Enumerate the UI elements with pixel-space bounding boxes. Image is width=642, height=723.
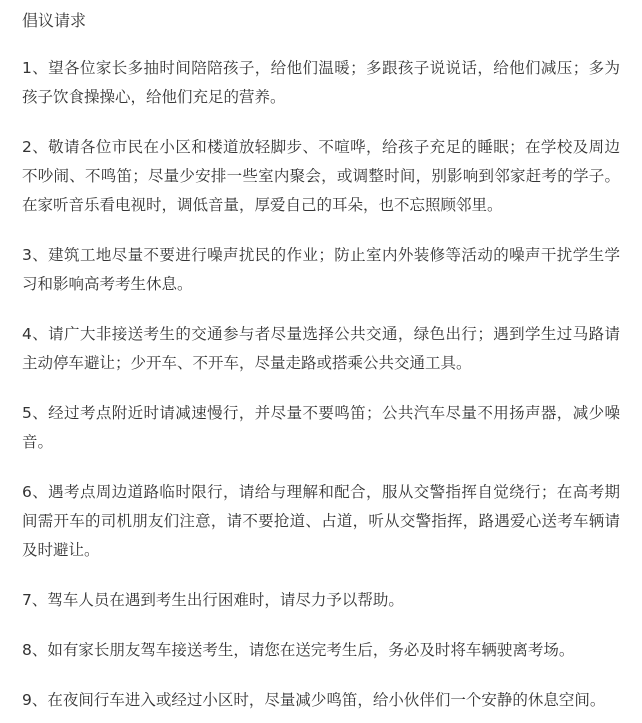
paragraph-4: 4、请广大非接送考生的交通参与者尽量选择公共交通，绿色出行；遇到学生过马路请主动停车避让；少开车、不开车，尽量走路或搭乘公共交通工具。 bbox=[22, 325, 620, 372]
paragraph-7: 7、驾车人员在遇到考生出行困难时，请尽力予以帮助。 bbox=[22, 591, 404, 609]
paragraph-3: 3、建筑工地尽量不要进行噪声扰民的作业；防止室内外装修等活动的噪声干扰学生学习和影响高考考生休息。 bbox=[22, 246, 620, 293]
paragraph-5: 5、经过考点附近时请减速慢行，并尽量不要鸣笛；公共汽车尽量不用扬声器，减少噪音。 bbox=[22, 404, 620, 451]
paragraph-2: 2、敬请各位市民在小区和楼道放轻脚步、不喧哗，给孩子充足的睡眠；在学校及周边不吵闹、不鸣笛；尽量少安排一些室内聚会，或调整时间，别影响到邻家赶考的学子。在家听音乐看电视时，调低音量，厚爱自己的耳朵，也不忘照顾邻里。 bbox=[22, 138, 620, 214]
paragraph-8: 8、如有家长朋友驾车接送考生，请您在送完考生后，务必及时将车辆驶离考场。 bbox=[22, 641, 575, 659]
paragraph-1: 1、望各位家长多抽时间陪陪孩子，给他们温暖；多跟孩子说说话，给他们减压；多为孩子饮食操操心，给他们充足的营养。 bbox=[22, 59, 620, 106]
paragraph-9: 9、在夜间行车进入或经过小区时，尽量减少鸣笛，给小伙伴们一个安静的休息空间。 bbox=[22, 691, 606, 709]
paragraph-6: 6、遇考点周边道路临时限行，请给与理解和配合，服从交警指挥自觉绕行；在高考期间需开车的司机朋友们注意，请不要抢道、占道，听从交警指挥，路遇爱心送考车辆请及时避让。 bbox=[22, 483, 620, 559]
article-title: 倡议请求 bbox=[22, 11, 87, 30]
